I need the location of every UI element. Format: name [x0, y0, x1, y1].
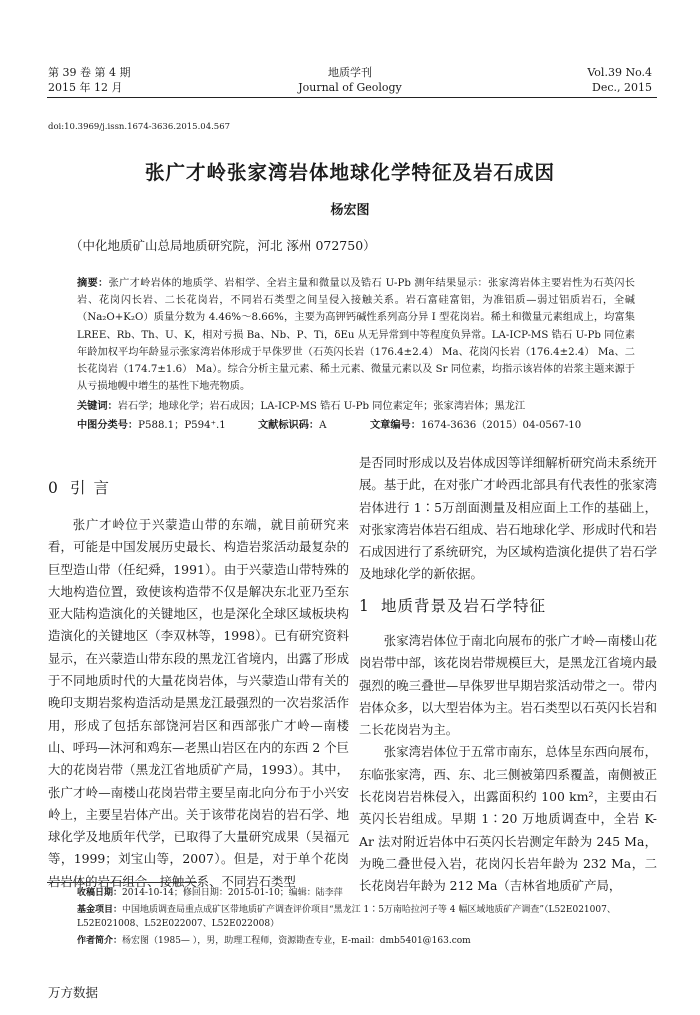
clc-label: 中图分类号：: [77, 420, 139, 431]
author-text: 杨宏图（1985— ），男，助理工程师，资源勘查专业，E-mail：dmb5401@163.com: [122, 936, 471, 946]
header-volume: 第 39 卷 第 4 期: [48, 66, 131, 79]
article-label: 文章编号：: [370, 420, 421, 431]
keywords: [77, 397, 637, 412]
article-number: [370, 416, 581, 431]
abstract: [77, 275, 635, 395]
keywords-label: 关键词：: [77, 401, 118, 412]
section-1-heading: [359, 594, 546, 616]
section-1-title: 地质背景及岩石学特征: [381, 597, 547, 615]
article-value: 1674-3636（2015）04-0567-10: [420, 420, 582, 431]
affiliation: （中化地质矿山总局地质研究院，河北 涿州 072750）: [70, 238, 376, 253]
header-date-en: Dec., 2015: [592, 81, 652, 94]
geology-paragraph-2: 张家湾岩体位于五常市南东，总体呈东西向展布，东临张家湾，西、东、北三侧被第四系覆盖，南侧被正长花岗岩岩株侵入，出露面积约 100 km²，主要由石英闪长岩组成。早期 1∶20 万地质调查中，全岩 K-Ar 法对附近岩体中石英闪长岩测定年龄为 245 Ma，为晚二叠世侵入岩，花岗闪长岩年龄为 232 Ma，二长花岗岩年龄为 212 Ma（吉林省地质矿产局，: [359, 744, 657, 894]
received-text: 2014-10-14；修回日期：2015-01-10；编辑：陆李萍: [122, 888, 343, 898]
section-0-title: 引言: [70, 479, 118, 497]
right-column-top: [359, 452, 657, 582]
abstract-text: 张广才岭岩体的地质学、岩相学、全岩主量和微量以及锆石 U-Pb 测年结果显示：张家湾岩体主要岩性为石英闪长岩、花岗闪长岩、二长花岗岩，不同岩石类型之间呈侵入接触关系。岩石富硅富铝，为准铝质—弱过铝质岩石，全碱（Na₂O+K₂O）质量分数为 4.46%～8.66%，主要为高钾钙碱性系列高分异 I 型花岗岩。稀土和微量元素组成上，均富集 LREE、Rb、Th、U、K，相对亏损 Ba、Nb、P、Ti，δEu 从无异常到中等程度负异常。LA-ICP-MS 锆石 U-Pb 同位素年龄加权平均年龄显示张家湾岩体形成于早侏罗世（石英闪长岩（176.4±2.4） Ma、花岗闪长岩（176.4±2.4） Ma、二长花岗岩（174.7±1.6） Ma）。综合分析主量元素、稀土元素、微量元素以及 Sr 同位素，均指示该岩体的岩浆主题来源于从亏损地幔中增生的基性下地壳物质。: [77, 278, 635, 393]
header-vol-en: Vol.39 No.4: [587, 66, 652, 79]
keywords-text: 岩石学；地球化学；岩石成因；LA-ICP-MS 锆石 U-Pb 同位素定年；张家湾岩体；黑龙江: [117, 401, 526, 412]
section-0-heading: [48, 476, 117, 498]
paper-author: 杨宏图: [330, 203, 370, 218]
clc-value: P588.1；P594⁺.1: [138, 420, 226, 431]
fund-label: 基金项目：: [77, 905, 123, 915]
section-1-number: 1: [359, 597, 369, 615]
footnote-rule: [47, 882, 197, 883]
watermark: 万方数据: [48, 985, 99, 1000]
fund-text: 中国地质调查局重点成矿区带地质矿产调查评价项目“黑龙江 1∶5万南哈拉河子等 4 幅区域地质矿产调查”（L52E021007、L52E021008、L52E022007、L52E022008）: [77, 905, 616, 929]
footnote-received: [77, 886, 647, 900]
intro-paragraph: 张广才岭位于兴蒙造山带的东端，就目前研究来看，可能是中国发展历史最长、构造岩浆活动最复杂的巨型造山带（任纪舜，1991）。由于兴蒙造山带特殊的大地构造位置，致使该构造带不仅是解决东北亚乃至东亚大陆构造演化的关键地区，也是深化全球区域板块构造演化的关键地区（李双林等，1998）。已有研究资料显示，在兴蒙造山带东段的黑龙江省境内，出露了形成于不同地质时代的大量花岗岩体，与兴蒙造山带有关的晚印支期岩浆构造活动是黑龙江最强烈的一次岩浆活作用，形成了包括东部饶河岩区和西部张广才岭—南楼山、呼玛—沐河和鸡东—老黑山岩区在内的东西 2 个巨大的花岗岩带（黑龙江省地质矿产局，1993）。其中，张广才岭—南楼山花岗岩带主要呈南北向分布于小兴安岭上，主要呈岩体产出。关于该带花岗岩的岩石学、地球化学及地质年代学，已取得了大量研究成果（吴福元等，1999；刘宝山等，2007）。但是，对于单个花岗岩岩体的岩石组合、接触关系、不同岩石类型: [48, 517, 349, 889]
header-journal-en: Journal of Geology: [298, 81, 402, 94]
header-journal-cn: 地质学刊: [328, 66, 372, 79]
footnote-fund: [77, 903, 647, 931]
abstract-label: 摘要：: [77, 278, 109, 289]
author-label: 作者简介：: [77, 936, 123, 946]
intro-continuation: 是否同时形成以及岩体成因等详细解析研究尚未系统开展。基于此，在对张广才岭西北部具有代表性的张家湾岩体进行 1∶5万剖面测量及相应面上工作的基础上，对张家湾岩体岩石组成、岩石地球化学、形成时代和岩石成因进行了系统研究，为区域构造演化提供了岩石学及地球化学的新依据。: [359, 455, 657, 582]
doc-value: A: [319, 420, 327, 431]
right-column-body: [359, 630, 657, 894]
geology-paragraph-1: 张家湾岩体位于南北向展布的张广才岭—南楼山花岗岩带中部，该花岗岩带规模巨大，是黑龙江省境内最强烈的晚三叠世—早侏罗世早期岩浆活动带之一。带内岩体众多，以大型岩体为主。岩石类型以石英闪长岩和二长花岗岩为主。: [359, 633, 657, 738]
paper-title: 张广才岭张家湾岩体地球化学特征及岩石成因: [144, 161, 555, 184]
received-label: 收稿日期：: [77, 888, 123, 898]
footnote-author: [77, 934, 647, 948]
doi: doi:10.3969/j.issn.1674-3636.2015.04.567: [48, 122, 231, 132]
clc-number: [77, 416, 226, 431]
header-date-cn: 2015 年 12 月: [48, 81, 123, 94]
doc-code: [258, 416, 326, 431]
doc-label: 文献标识码：: [258, 420, 320, 431]
left-column: [48, 514, 349, 889]
section-0-number: 0: [48, 479, 58, 497]
header-rule: [47, 97, 657, 98]
